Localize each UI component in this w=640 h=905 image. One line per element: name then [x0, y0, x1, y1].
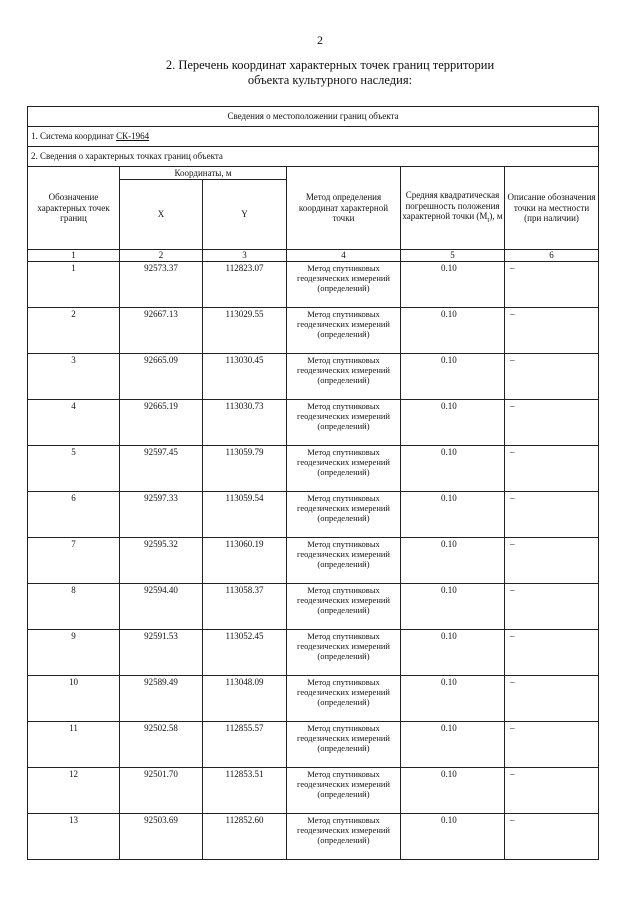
point-number: 13 [28, 813, 120, 859]
header-accuracy-sub: t [487, 216, 490, 225]
table-row [28, 537, 599, 583]
accuracy-cell: 0.10 [401, 629, 505, 675]
method-cell: Метод спутниковых геодезических измерений (определений) [287, 537, 401, 583]
accuracy-cell: 0.10 [401, 767, 505, 813]
method-cell: Метод спутниковых геодезических измерений (определений) [287, 813, 401, 859]
coordinate-x: 92595.32 [120, 537, 203, 583]
coordinate-y: 113029.55 [203, 307, 287, 353]
coordinate-x: 92597.45 [120, 445, 203, 491]
accuracy-cell: 0.10 [401, 491, 505, 537]
method-cell: Метод спутниковых геодезических измерений (определений) [287, 261, 401, 307]
point-number: 1 [28, 261, 120, 307]
coordinate-y: 113060.19 [203, 537, 287, 583]
coordinate-system-value: СК-1964 [116, 131, 150, 142]
header-method: Метод определения координат характерной точки [287, 167, 401, 250]
table-row [28, 261, 599, 307]
description-cell: – [505, 767, 599, 813]
point-number: 4 [28, 399, 120, 445]
point-number: 8 [28, 583, 120, 629]
table-row [28, 629, 599, 675]
coordinate-x: 92591.53 [120, 629, 203, 675]
coordinate-x: 92501.70 [120, 767, 203, 813]
point-number: 3 [28, 353, 120, 399]
coordinate-y: 113030.45 [203, 353, 287, 399]
header-accuracy-tail: ), м [489, 211, 503, 222]
header-point-designation: Обозначение характерных точек границ [28, 167, 120, 250]
point-number: 2 [28, 307, 120, 353]
description-cell: – [505, 307, 599, 353]
method-cell: Метод спутниковых геодезических измерений (определений) [287, 445, 401, 491]
point-number: 5 [28, 445, 120, 491]
coordinate-system-row [28, 127, 599, 147]
method-cell: Метод спутниковых геодезических измерений (определений) [287, 353, 401, 399]
header-y: Y [203, 180, 287, 250]
coordinate-y: 112823.07 [203, 261, 287, 307]
coordinate-y: 112853.51 [203, 767, 287, 813]
coordinate-x: 92665.19 [120, 399, 203, 445]
column-number: 6 [505, 250, 599, 262]
point-number: 6 [28, 491, 120, 537]
accuracy-cell: 0.10 [401, 261, 505, 307]
points-section-label: 2. Сведения о характерных точках границ объекта [28, 147, 599, 167]
method-cell: Метод спутниковых геодезических измерений (определений) [287, 307, 401, 353]
method-cell: Метод спутниковых геодезических измерений (определений) [287, 767, 401, 813]
header-coordinates: Координаты, м [120, 167, 287, 180]
point-number: 9 [28, 629, 120, 675]
column-number: 1 [28, 250, 120, 262]
document-title [100, 58, 560, 88]
coordinate-x: 92573.37 [120, 261, 203, 307]
coordinate-x: 92597.33 [120, 491, 203, 537]
description-cell: – [505, 537, 599, 583]
header-x: X [120, 180, 203, 250]
coordinate-y: 113059.79 [203, 445, 287, 491]
header-accuracy-main: Средняя квадратическая погрешность положения характерной точки (M [402, 190, 500, 222]
coordinate-x: 92502.58 [120, 721, 203, 767]
header-accuracy [401, 167, 505, 250]
table-row [28, 491, 599, 537]
table-row [28, 675, 599, 721]
coordinate-y: 113059.54 [203, 491, 287, 537]
table-row [28, 721, 599, 767]
table-row [28, 813, 599, 859]
document-title-line-1: 2. Перечень координат характерных точек границ территории [165, 58, 495, 72]
column-number: 5 [401, 250, 505, 262]
point-number: 7 [28, 537, 120, 583]
description-cell: – [505, 399, 599, 445]
column-number: 4 [287, 250, 401, 262]
table-row [28, 445, 599, 491]
page-number: 2 [317, 33, 323, 47]
accuracy-cell: 0.10 [401, 721, 505, 767]
coordinate-y: 113048.09 [203, 675, 287, 721]
accuracy-cell: 0.10 [401, 813, 505, 859]
document-title-line-2: объекта культурного наследия: [247, 73, 413, 87]
coordinate-y: 113030.73 [203, 399, 287, 445]
coordinate-x: 92589.49 [120, 675, 203, 721]
description-cell: – [505, 813, 599, 859]
point-number: 10 [28, 675, 120, 721]
description-cell: – [505, 445, 599, 491]
method-cell: Метод спутниковых геодезических измерений (определений) [287, 675, 401, 721]
coordinate-x: 92594.40 [120, 583, 203, 629]
point-number: 11 [28, 721, 120, 767]
accuracy-cell: 0.10 [401, 537, 505, 583]
description-cell: – [505, 583, 599, 629]
column-number: 3 [203, 250, 287, 262]
table-row [28, 307, 599, 353]
column-numbers-row [28, 250, 599, 262]
method-cell: Метод спутниковых геодезических измерений (определений) [287, 583, 401, 629]
description-cell: – [505, 261, 599, 307]
coordinate-y: 112852.60 [203, 813, 287, 859]
method-cell: Метод спутниковых геодезических измерений (определений) [287, 629, 401, 675]
column-number: 2 [120, 250, 203, 262]
table-row [28, 353, 599, 399]
accuracy-cell: 0.10 [401, 675, 505, 721]
coordinate-y: 112855.57 [203, 721, 287, 767]
accuracy-cell: 0.10 [401, 399, 505, 445]
coordinate-system-label: 1. Система координат [31, 131, 117, 142]
description-cell: – [505, 491, 599, 537]
description-cell: – [505, 721, 599, 767]
method-cell: Метод спутниковых геодезических измерений (определений) [287, 399, 401, 445]
table-row [28, 767, 599, 813]
accuracy-cell: 0.10 [401, 353, 505, 399]
coordinate-x: 92665.09 [120, 353, 203, 399]
method-cell: Метод спутниковых геодезических измерений (определений) [287, 491, 401, 537]
header-description: Описание обозначения точки на местности (при наличии) [505, 167, 599, 250]
table-row [28, 583, 599, 629]
method-cell: Метод спутниковых геодезических измерений (определений) [287, 721, 401, 767]
accuracy-cell: 0.10 [401, 583, 505, 629]
accuracy-cell: 0.10 [401, 307, 505, 353]
description-cell: – [505, 675, 599, 721]
point-number: 12 [28, 767, 120, 813]
coordinate-x: 92667.13 [120, 307, 203, 353]
table-row [28, 399, 599, 445]
coordinate-y: 113052.45 [203, 629, 287, 675]
description-cell: – [505, 353, 599, 399]
section-header: Сведения о местоположении границ объекта [28, 107, 599, 127]
coordinates-table [27, 106, 599, 860]
coordinate-y: 113058.37 [203, 583, 287, 629]
description-cell: – [505, 629, 599, 675]
accuracy-cell: 0.10 [401, 445, 505, 491]
coordinate-x: 92503.69 [120, 813, 203, 859]
